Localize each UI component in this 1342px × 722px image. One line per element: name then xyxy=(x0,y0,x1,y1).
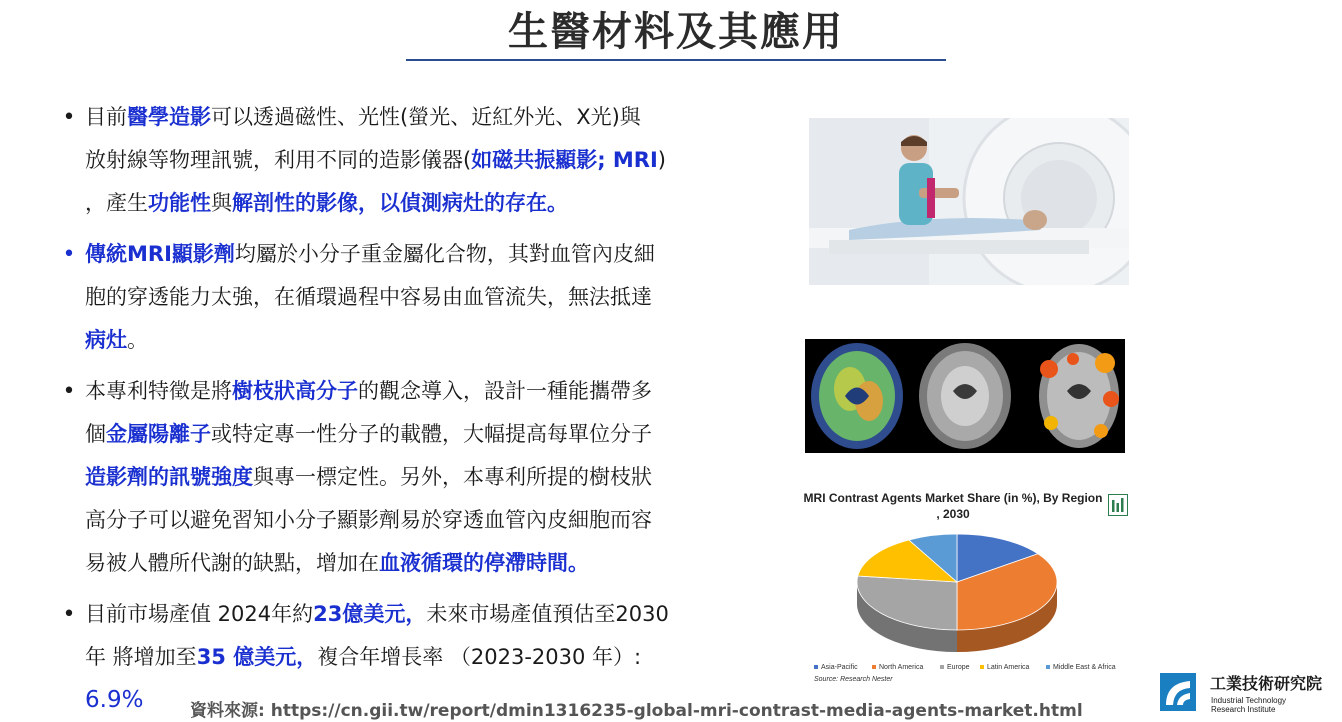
brain-mri-scans xyxy=(805,339,1125,453)
brain-scans-illustration xyxy=(805,339,1125,453)
body-text: 個 xyxy=(85,422,106,446)
legend-item xyxy=(814,664,858,671)
bullet-line xyxy=(85,233,745,276)
highlighted-text: 醫學造影 xyxy=(127,105,211,129)
highlighted-text: 樹枝狀高分子 xyxy=(232,379,358,403)
mri-scanner-photo xyxy=(809,118,1129,285)
body-text: 的觀念導入，設計一種能攜帶多 xyxy=(358,379,652,403)
body-text: 與專一標定性。另外，本專利所提的樹枝狀 xyxy=(253,465,652,489)
body-text: 目前 xyxy=(85,105,127,129)
chart-source: Source: Research Nester xyxy=(814,676,893,683)
bullet-dot: • xyxy=(62,105,76,130)
bullet-dot: • xyxy=(62,379,76,404)
bullet-dot: • xyxy=(62,242,76,267)
bullet-line xyxy=(85,456,745,499)
bar-chart-logo-icon xyxy=(1108,494,1128,516)
body-text: ，產生 xyxy=(85,191,148,215)
legend-swatch xyxy=(814,665,818,669)
bullet-text xyxy=(85,96,745,225)
legend-label: Latin America xyxy=(987,664,1030,671)
bullet-line xyxy=(85,370,745,413)
logo-name-english xyxy=(1211,696,1286,714)
body-text: 與 xyxy=(211,191,232,215)
highlighted-text: 23億美元， xyxy=(313,602,427,626)
body-text: 本專利特徵是將 xyxy=(85,379,232,403)
legend-label: Middle East & Africa xyxy=(1053,664,1116,671)
chart-title-line2: , 2030 xyxy=(936,507,970,521)
itri-logo-icon xyxy=(1160,673,1196,711)
highlighted-text: 如磁共振顯影; MRI xyxy=(471,148,658,172)
logo-english-line2: Research Institute xyxy=(1211,705,1276,714)
body-text: 年 將增加至 xyxy=(85,645,197,669)
chart-legend xyxy=(814,664,1134,676)
logo-name-chinese: 工業技術研究院 xyxy=(1210,674,1323,693)
body-text: 。 xyxy=(127,328,148,352)
legend-swatch xyxy=(940,665,944,669)
legend-item xyxy=(872,664,923,671)
highlighted-text: 傳統MRI顯影劑 xyxy=(85,242,235,266)
bullet-line xyxy=(85,413,745,456)
highlighted-text: 功能性 xyxy=(148,191,211,215)
legend-label: North America xyxy=(879,664,924,671)
body-text: 易被人體所代謝的缺點，增加在 xyxy=(85,551,379,575)
bullet-text xyxy=(85,370,745,585)
legend-item xyxy=(980,664,1029,671)
bullet-text xyxy=(85,233,745,362)
legend-swatch xyxy=(980,665,984,669)
highlighted-text: 病灶 xyxy=(85,328,127,352)
bullet-line xyxy=(85,276,745,319)
logo-english-line1: Industrial Technology xyxy=(1211,696,1287,705)
bullet-line xyxy=(85,499,745,542)
bullet-dot: • xyxy=(62,602,76,627)
highlighted-text: 金屬陽離子 xyxy=(106,422,211,446)
body-text: 胞的穿透能力太強，在循環過程中容易由血管流失，無法抵達 xyxy=(85,285,652,309)
chart-title xyxy=(803,490,1103,522)
body-text: 放射線等物理訊號，利用不同的造影儀器( xyxy=(85,148,472,172)
body-text: ) xyxy=(657,148,666,172)
body-text: 可以透過磁性、光性(螢光、近紅外光、X光)與 xyxy=(211,105,641,129)
body-text: 高分子可以避免習知小分子顯影劑易於穿透血管內皮細胞而容 xyxy=(85,508,652,532)
legend-item xyxy=(940,664,970,671)
body-text: 均屬於小分子重金屬化合物，其對血管內皮細 xyxy=(234,242,655,266)
highlighted-text: 6.9% xyxy=(85,687,144,713)
chart-title-line1: MRI Contrast Agents Market Share (in %), By Region xyxy=(803,491,1103,505)
legend-swatch xyxy=(872,665,876,669)
highlighted-text: 血液循環的停滯時間。 xyxy=(379,551,589,575)
bullet-line xyxy=(85,542,745,585)
legend-item xyxy=(1046,664,1116,671)
bullet-line xyxy=(85,139,745,182)
highlighted-text: 造影劑的訊號強度 xyxy=(85,465,253,489)
legend-label: Europe xyxy=(947,664,970,671)
bullet-line xyxy=(85,96,745,139)
title-underline xyxy=(406,59,946,61)
market-share-pie-chart xyxy=(850,530,1065,660)
reference-source: 資料來源: https://cn.gii.tw/report/dmin1316235-global-mri-contrast-media-agents-market.html xyxy=(190,701,1083,721)
bullet-line xyxy=(85,636,745,679)
bullet-line xyxy=(85,593,745,636)
body-text: 複合年增長率 （2023-2030 年）: xyxy=(317,645,642,669)
bullet-line xyxy=(85,319,745,362)
body-text: 未來市場產值預估至2030 xyxy=(426,602,669,626)
bullet-line xyxy=(85,182,745,225)
page-title: 生醫材料及其應用 xyxy=(508,9,844,55)
body-text: 目前市場產值 2024年約 xyxy=(85,602,314,626)
legend-swatch xyxy=(1046,665,1050,669)
body-text: 或特定專一性分子的載體，大幅提高每單位分子 xyxy=(211,422,652,446)
mri-scanner-illustration xyxy=(809,118,1129,285)
legend-label: Asia-Pacific xyxy=(821,664,858,671)
highlighted-text: 35 億美元， xyxy=(196,645,318,669)
highlighted-text: 解剖性的影像，以偵測病灶的存在。 xyxy=(232,191,568,215)
